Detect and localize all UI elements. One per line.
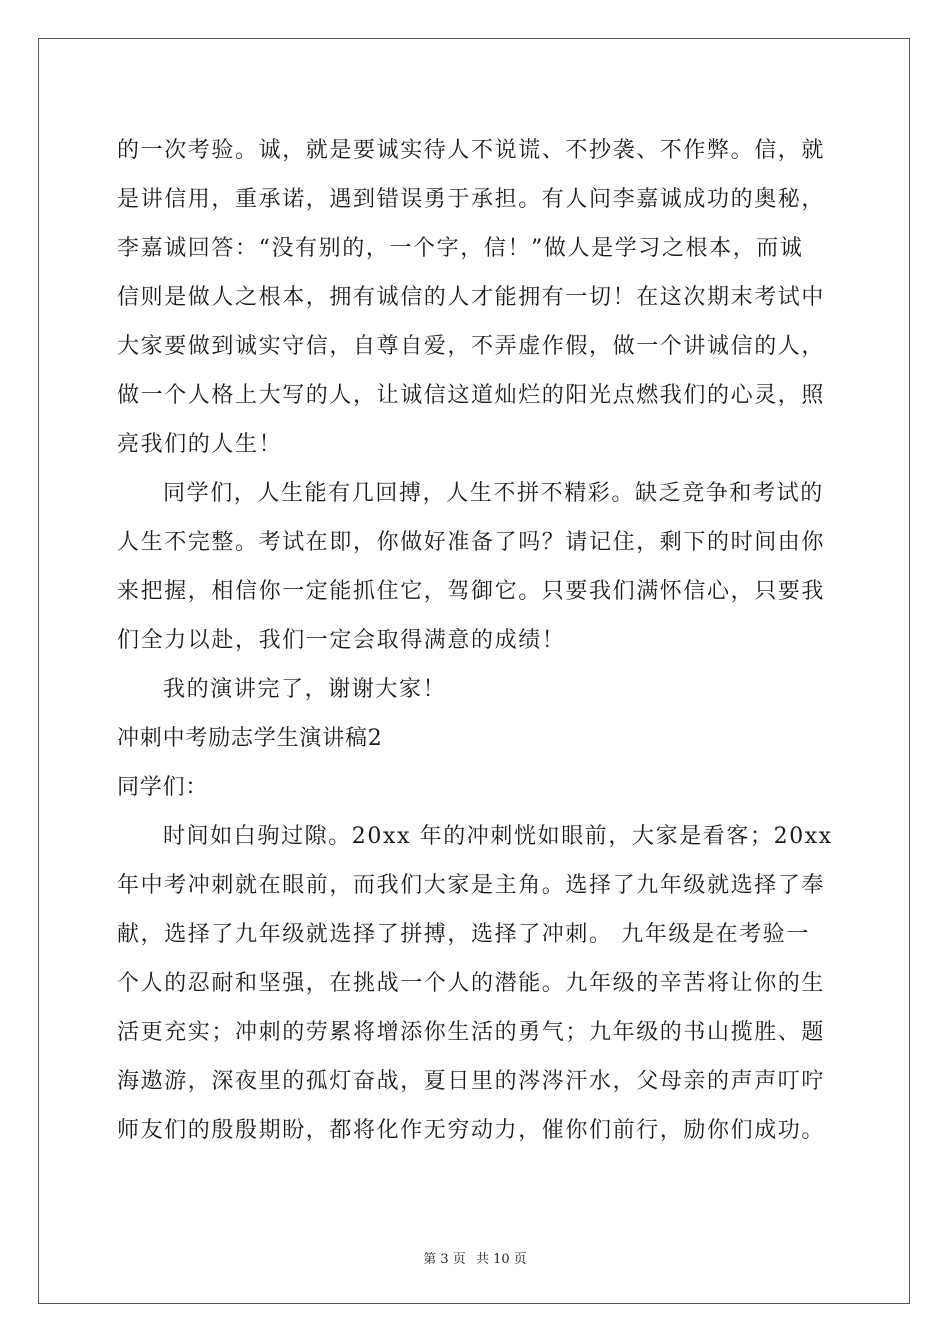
document-body (117, 126, 837, 1155)
text-line: 献，选择了九年级就选择了拼搏，选择了冲刺。 九年级是在考验一 (117, 922, 810, 947)
text-line: 信则是做人之根本，拥有诚信的人才能拥有一切！在这次期末考试中 (117, 285, 826, 310)
text-line: 人生不完整。考试在即，你做好准备了吗？请记住，剩下的时间由你 (117, 530, 826, 555)
text-line: 师友们的殷殷期盼，都将化作无穷动力，催你们前行，励你们成功。 (117, 1118, 826, 1143)
text-line: 活更充实；冲刺的劳累将增添你生活的勇气；九年级的书山揽胜、题 (117, 1020, 826, 1045)
text-line: 李嘉诚回答：“没有别的，一个字，信！”做人是学习之根本，而诚 (117, 236, 804, 261)
paragraph-start: 同学们，人生能有几回搏，人生不拼不精彩。缺乏竞争和考试的 (163, 481, 824, 506)
page-footer (0, 1248, 950, 1267)
text-line: 们全力以赴，我们一定会取得满意的成绩！ (117, 628, 566, 653)
salutation: 同学们： (117, 775, 209, 800)
text-line: 年中考冲刺就在眼前，而我们大家是主角。选择了九年级就选择了奉 (117, 873, 826, 898)
section-title: 冲刺中考励志学生演讲稿2 (117, 726, 383, 751)
text-line: 亮我们的人生！ (117, 432, 283, 457)
text-line: 海遨游，深夜里的孤灯奋战，夏日里的涔涔汗水，父母亲的声声叮咛 (117, 1069, 826, 1094)
paragraph-start: 我的演讲完了，谢谢大家！ (163, 677, 447, 702)
text-line: 大家要做到诚实守信，自尊自爱，不弄虚作假，做一个讲诚信的人， (117, 334, 826, 359)
page-total: 共 10 页 (475, 1252, 527, 1267)
paragraph-start: 时间如白驹过隙。20xx 年的冲刺恍如眼前，大家是看客；20xx (163, 824, 833, 849)
page-number: 第 3 页 (423, 1252, 466, 1267)
text-line: 是讲信用，重承诺，遇到错误勇于承担。有人问李嘉诚成功的奥秘， (117, 187, 826, 212)
text-line: 来把握，相信你一定能抓住它，驾御它。只要我们满怀信心，只要我 (117, 579, 826, 604)
text-line: 的一次考验。诚，就是要诚实待人不说谎、不抄袭、不作弊。信，就 (117, 138, 826, 163)
text-line: 做一个人格上大写的人，让诚信这道灿烂的阳光点燃我们的心灵，照 (117, 383, 826, 408)
text-line: 个人的忍耐和坚强，在挑战一个人的潜能。九年级的辛苦将让你的生 (117, 971, 826, 996)
